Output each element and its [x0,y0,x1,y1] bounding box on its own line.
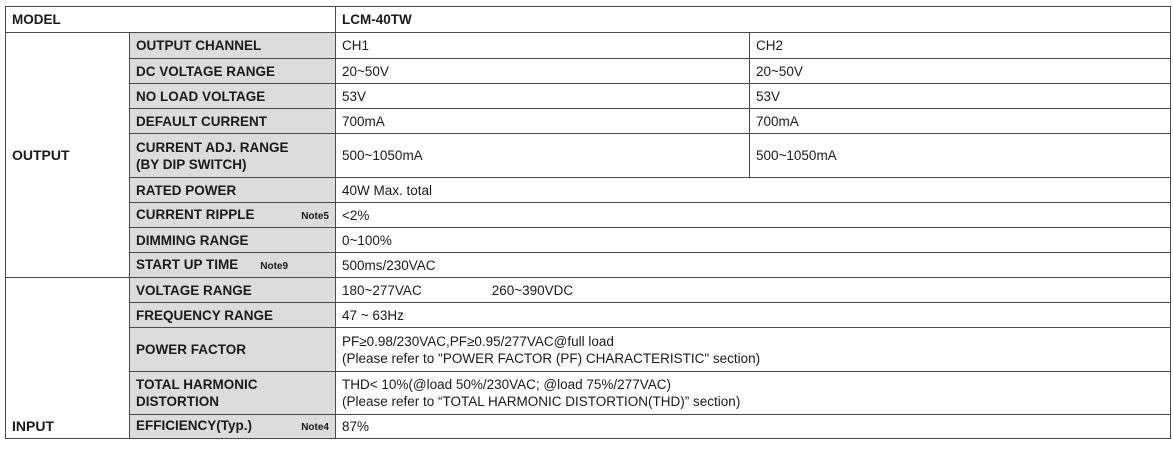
output-channel-label: OUTPUT CHANNEL [130,33,336,59]
dimming-value: 0~100% [336,228,1171,253]
efficiency-label-cell [130,415,336,439]
thd-row [6,372,1171,415]
thd-value [336,372,1171,415]
dc-voltage-ch2: 20~50V [750,59,1171,84]
no-load-label: NO LOAD VOLTAGE [130,84,336,109]
dc-voltage-label: DC VOLTAGE RANGE [130,59,336,84]
no-load-ch2: 53V [750,84,1171,109]
startup-label-cell [130,253,336,278]
rated-power-row [6,178,1171,203]
dc-voltage-ch1: 20~50V [336,59,750,84]
current-adj-label [130,134,336,178]
current-adj-label-line1: CURRENT ADJ. RANGE [136,139,289,155]
current-adj-ch2: 500~1050mA [750,134,1171,178]
thd-label [130,372,336,415]
frequency-label: FREQUENCY RANGE [130,303,336,328]
rated-power-value: 40W Max. total [336,178,1171,203]
voltage-range-value [336,278,1171,303]
frequency-value: 47 ~ 63Hz [336,303,1171,328]
default-current-row [6,109,1171,134]
efficiency-label: EFFICIENCY(Typ.) [136,418,252,433]
ripple-value: <2% [336,203,1171,228]
output-channel-ch1: CH1 [336,33,750,59]
thd-label-line2: DISTORTION [136,394,220,409]
power-factor-line2: (Please refer to "POWER FACTOR (PF) CHARACTERISTIC" section) [342,350,761,366]
voltage-range-row [6,278,1171,303]
startup-note: Note9 [260,260,289,272]
frequency-row [6,303,1171,328]
current-adj-ch1: 500~1050mA [336,134,750,178]
efficiency-note: Note4 [301,422,329,433]
default-current-label: DEFAULT CURRENT [130,109,336,134]
ripple-label-cell [130,203,336,228]
default-current-ch1: 700mA [336,109,750,134]
startup-value: 500ms/230VAC [336,253,1171,278]
power-factor-row [6,328,1171,372]
startup-row [6,253,1171,278]
spec-table [5,6,1171,439]
output-group-label: OUTPUT [6,33,130,278]
startup-label: START UP TIME [136,256,239,272]
thd-label-line1: TOTAL HARMONIC [136,377,258,392]
voltage-range-dc: 260~390VDC [491,282,574,298]
output-channel-row [6,33,1171,59]
voltage-range-label: VOLTAGE RANGE [130,278,336,303]
efficiency-value: 87% [336,415,1171,439]
no-load-ch1: 53V [336,84,750,109]
power-factor-value [336,328,1171,372]
model-value: LCM-40TW [336,7,1171,33]
model-label: MODEL [6,7,336,33]
default-current-ch2: 700mA [750,109,1171,134]
dc-voltage-row [6,59,1171,84]
output-channel-ch2: CH2 [750,33,1171,59]
thd-line1: THD< 10%(@load 50%/230VAC; @load 75%/277VAC) [342,377,671,392]
thd-line2: (Please refer to “TOTAL HARMONIC DISTORTION(THD)” section) [342,394,741,409]
input-group-label: INPUT [6,278,130,439]
voltage-range-ac: 180~277VAC [342,282,422,298]
current-adj-label-line2: (BY DIP SWITCH) [136,156,247,172]
dimming-row [6,228,1171,253]
no-load-row [6,84,1171,109]
power-factor-line1: PF≥0.98/230VAC,PF≥0.95/277VAC@full load [342,333,614,349]
efficiency-row [6,415,1171,439]
current-adj-row [6,134,1171,178]
ripple-note: Note5 [301,210,329,222]
dimming-label: DIMMING RANGE [130,228,336,253]
ripple-label: CURRENT RIPPLE [136,206,255,222]
power-factor-label: POWER FACTOR [130,328,336,372]
ripple-row [6,203,1171,228]
rated-power-label: RATED POWER [130,178,336,203]
model-row [6,7,1171,33]
